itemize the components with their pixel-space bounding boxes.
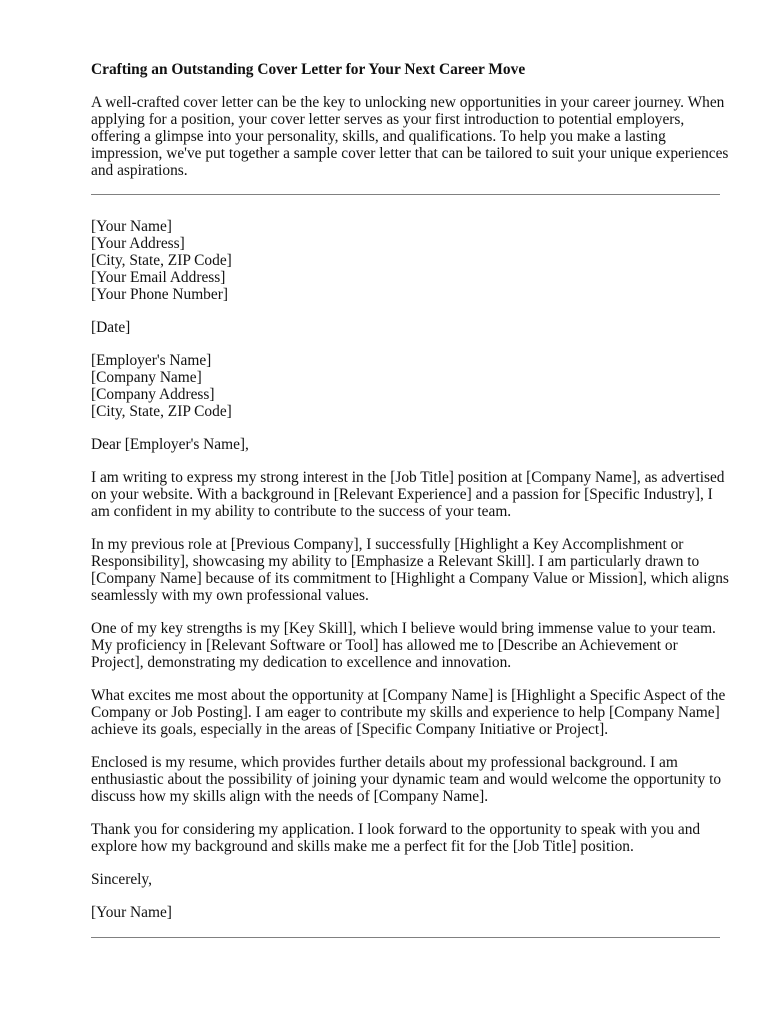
recipient-name-line: [Employer's Name] bbox=[91, 352, 212, 369]
recipient-company-line: [Company Name] bbox=[91, 369, 202, 386]
document-title: Crafting an Outstanding Cover Letter for Your Next Career Move bbox=[91, 61, 526, 78]
bottom-divider bbox=[91, 937, 720, 938]
body-paragraph-2: In my previous role at [Previous Company], I successfully [Highlight a Key Accomplishment or Responsibility], showcasing my ability to [Emphasize a Relevant Skill]. I am particularly drawn to [Company Name] because of its commitment to [Highlight a Company Value or Mission], which aligns seamlessly with my own professional values. bbox=[91, 536, 729, 604]
letter-signature: [Your Name] bbox=[91, 904, 172, 921]
letter-salutation: Dear [Employer's Name], bbox=[91, 436, 249, 453]
sender-name-line: [Your Name] bbox=[91, 218, 172, 235]
sender-phone-line: [Your Phone Number] bbox=[91, 286, 228, 303]
sender-address-line: [Your Address] bbox=[91, 235, 185, 252]
sender-address-block bbox=[91, 218, 731, 303]
body-paragraph-4: What excites me most about the opportunity at [Company Name] is [Highlight a Specific Aspect of the Company or Job Posting]. I am eager to contribute my skills and experience to help [Company Name] achieve its goals, especially in the areas of [Specific Company Initiative or Project]. bbox=[91, 687, 726, 738]
body-paragraph-6: Thank you for considering my application. I look forward to the opportunity to speak with you and explore how my background and skills make me a perfect fit for the [Job Title] position. bbox=[91, 821, 701, 855]
sender-city-line: [City, State, ZIP Code] bbox=[91, 252, 232, 269]
document-content bbox=[91, 61, 731, 938]
recipient-city-line: [City, State, ZIP Code] bbox=[91, 403, 232, 420]
body-paragraph-3: One of my key strengths is my [Key Skill], which I believe would bring immense value to your team. My proficiency in [Relevant Software or Tool] has allowed me to [Describe an Achievement or Project], demonstrating my dedication to excellence and innovation. bbox=[91, 620, 716, 671]
sender-email-line: [Your Email Address] bbox=[91, 269, 226, 286]
recipient-address-line: [Company Address] bbox=[91, 386, 215, 403]
letter-closing: Sincerely, bbox=[91, 871, 152, 888]
intro-paragraph: A well-crafted cover letter can be the key to unlocking new opportunities in your career journey. When applying for a position, your cover letter serves as your first introduction to potential employers, offering a glimpse into your personality, skills, and qualifications. To help you make a lasting impression, we've put together a sample cover letter that can be tailored to suit your unique experiences and aspirations. bbox=[91, 94, 729, 179]
letter-date: [Date] bbox=[91, 319, 131, 336]
top-divider bbox=[91, 194, 720, 195]
body-paragraph-5: Enclosed is my resume, which provides further details about my professional background. I am enthusiastic about the possibility of joining your dynamic team and would welcome the opportunity to discuss how my skills align with the needs of [Company Name]. bbox=[91, 754, 722, 805]
body-paragraph-1: I am writing to express my strong interest in the [Job Title] position at [Company Name], as advertised on your website. With a background in [Relevant Experience] and a passion for [Specific Industry], I am confident in my ability to contribute to the success of your team. bbox=[91, 469, 725, 520]
recipient-address-block bbox=[91, 352, 731, 420]
